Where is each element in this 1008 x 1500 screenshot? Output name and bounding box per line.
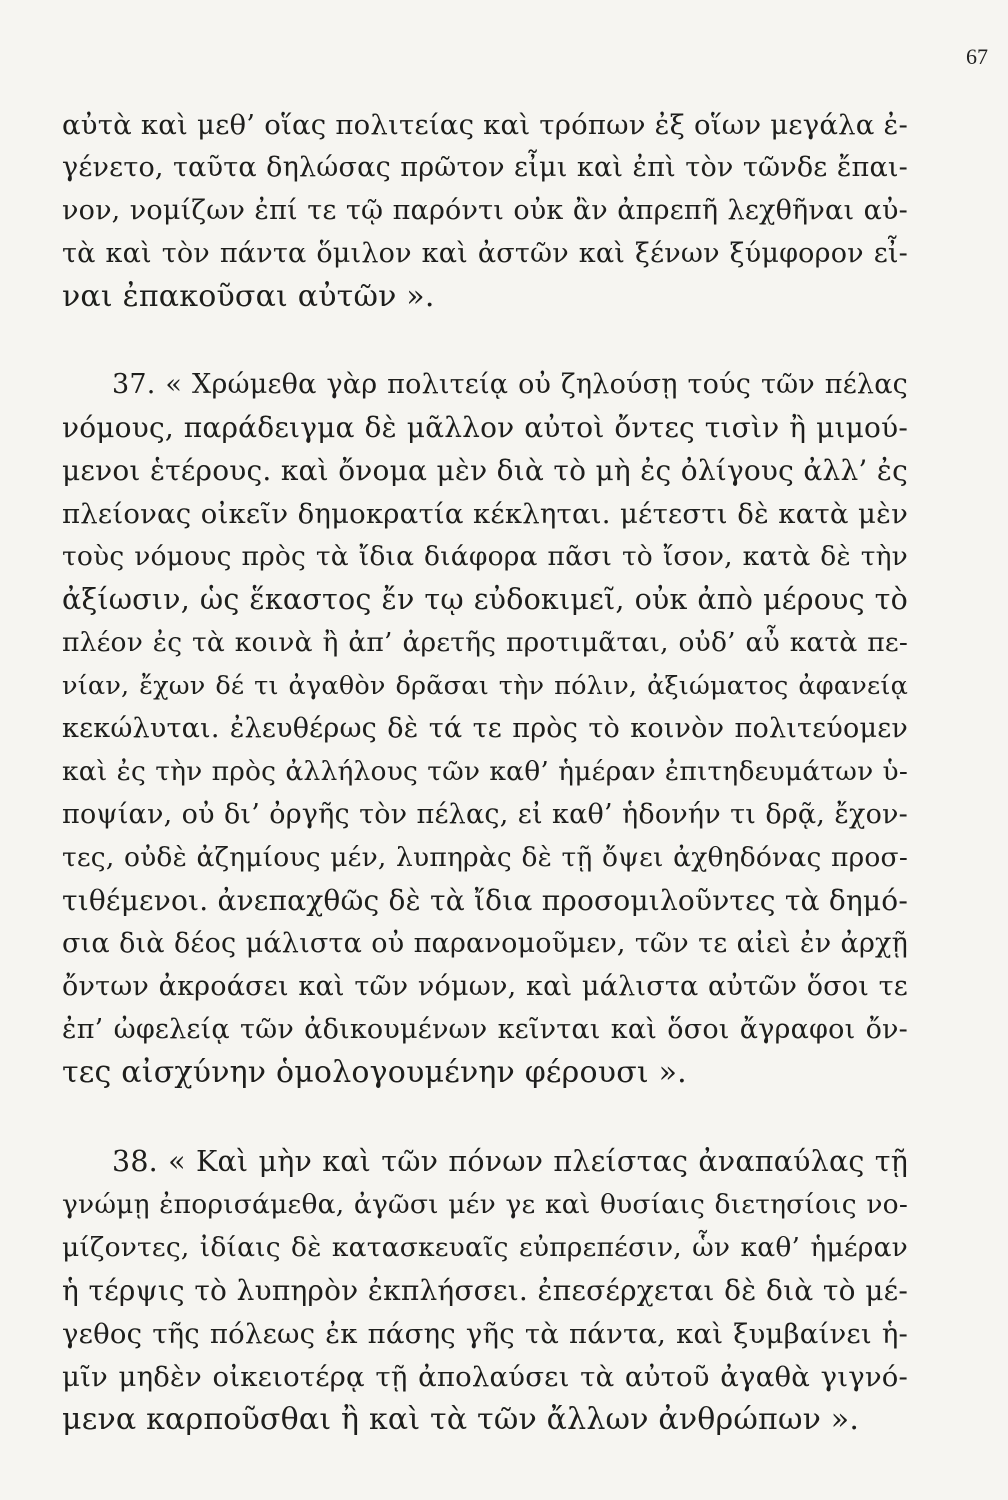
text-line: πλείονας οἰκεῖν δημοκρατία κέκληται. μέτεστι δὲ κατὰ μὲν bbox=[62, 498, 908, 530]
text-line: νόμους, παράδειγμα δὲ μᾶλλον αὐτοὶ ὄντες τισὶν ἢ μιμού- bbox=[62, 411, 908, 444]
text-line: ναι ἐπακοῦσαι αὐτῶν ». bbox=[62, 279, 435, 314]
text-line: γεθος τῆς πόλεως ἐκ πάσης γῆς τὰ πάντα, καὶ ξυμβαίνει ἡ- bbox=[62, 1318, 908, 1350]
text-line: κεκώλυται. ἐλευθέρως δὲ τά τε πρὸς τὸ κοινὸν πολιτεύομεν bbox=[62, 713, 908, 744]
text-line: τοὺς νόμους πρὸς τὰ ἴδια διάφορα πᾶσι τὸ ἴσον, κατὰ δὲ τὴν bbox=[62, 541, 908, 572]
text-line: τὰ καὶ τὸν πάντα ὅμιλον καὶ ἀστῶν καὶ ξένων ξύμφορον εἶ- bbox=[62, 238, 908, 269]
text-line: τιθέμενοι. ἀνεπαχθῶς δὲ τὰ ἴδια προσομιλοῦντες τὰ δημό- bbox=[62, 884, 908, 917]
text-line: γνώμῃ ἐπορισάμεθα, ἀγῶσι μέν γε καὶ θυσίαις διετησίοις νο- bbox=[62, 1189, 908, 1220]
text-line: μενοι ἑτέρους. καὶ ὄνομα μὲν διὰ τὸ μὴ ἐς ὀλίγους ἀλλ’ ἐς bbox=[62, 454, 908, 487]
text-line: τες, οὐδὲ ἀζημίους μέν, λυπηρὰς δὲ τῇ ὄψει ἀχθηδόνας προσ- bbox=[62, 842, 908, 873]
text-line: ὄντων ἀκροάσει καὶ τῶν νόμων, καὶ μάλιστα αὐτῶν ὅσοι τε bbox=[62, 971, 908, 1002]
text-line: ἀξίωσιν, ὡς ἕκαστος ἔν τῳ εὐδοκιμεῖ, οὐκ ἀπὸ μέρους τὸ bbox=[62, 583, 908, 616]
text-line: μίζοντες, ἰδίαις δὲ κατασκευαῖς εὐπρεπέσιν, ὧν καθ’ ἡμέραν bbox=[62, 1232, 908, 1263]
text-line: νον, νομίζων ἐπί τε τῷ παρόντι οὐκ ἂν ἀπρεπῆ λεχθῆναι αὐ- bbox=[62, 195, 908, 226]
text-line: αὐτὰ καὶ μεθ’ οἵας πολιτείας καὶ τρόπων ἐξ οἵων μεγάλα ἐ- bbox=[62, 109, 908, 141]
text-line: ἡ τέρψις τὸ λυπηρὸν ἐκπλήσσει. ἐπεσέρχεται δὲ διὰ τὸ μέ- bbox=[62, 1274, 908, 1307]
text-line: πλέον ἐς τὰ κοινὰ ἢ ἀπ’ ἀρετῆς προτιμᾶται, οὐδ’ αὖ κατὰ πε- bbox=[62, 627, 908, 658]
text-line: ἐπ’ ὠφελείᾳ τῶν ἀδικουμένων κεῖνται καὶ ὅσοι ἄγραφοι ὄν- bbox=[62, 1014, 908, 1045]
text-line: ποψίαν, οὐ δι’ ὀργῆς τὸν πέλας, εἰ καθ’ ἡδονήν τι δρᾷ, ἔχον- bbox=[62, 799, 908, 830]
section-37-first-line: 37. « Χρώμεθα γὰρ πολιτείᾳ οὐ ζηλούσῃ τούς τῶν πέλας bbox=[112, 369, 908, 400]
text-line: γένετο, ταῦτα δηλώσας πρῶτον εἶμι καὶ ἐπὶ τὸν τῶνδε ἔπαι- bbox=[62, 152, 908, 183]
text-line: τες αἰσχύνην ὁμολογουμένην φέρουσι ». bbox=[62, 1055, 687, 1090]
text-line: μενα καρποῦσθαι ἢ καὶ τὰ τῶν ἄλλων ἀνθρώπων ». bbox=[62, 1402, 860, 1437]
text-line: καὶ ἐς τὴν πρὸς ἀλλήλους τῶν καθ’ ἡμέραν ἐπιτηδευμάτων ὑ- bbox=[62, 756, 908, 787]
section-38-first-line: 38. « Καὶ μὴν καὶ τῶν πόνων πλείστας ἀναπαύλας τῇ bbox=[112, 1145, 908, 1178]
text-line: νίαν, ἔχων δέ τι ἀγαθὸν δρᾶσαι τὴν πόλιν, ἀξιώματος ἀφανείᾳ bbox=[62, 671, 908, 701]
page-number: 67 bbox=[966, 44, 988, 69]
text-line: σια διὰ δέος μάλιστα οὐ παρανομοῦμεν, τῶν τε αἰεὶ ἐν ἀρχῇ bbox=[62, 928, 908, 959]
text-line: μῖν μηδὲν οἰκειοτέρᾳ τῇ ἀπολαύσει τὰ αὐτοῦ ἀγαθὰ γιγνό- bbox=[62, 1361, 908, 1393]
